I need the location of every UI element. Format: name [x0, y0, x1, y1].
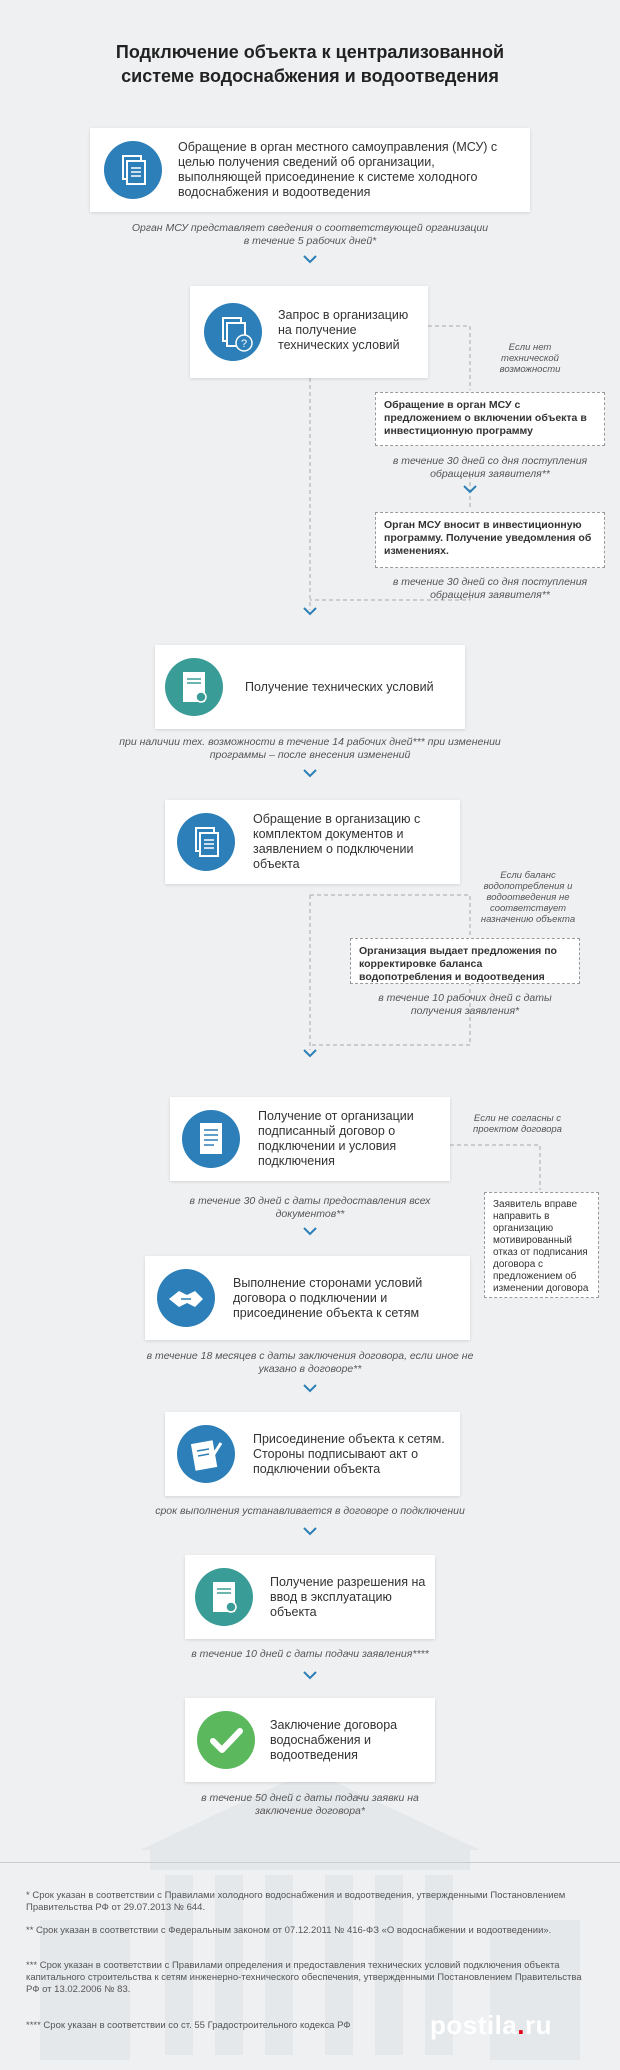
- step-9-card: [185, 1698, 435, 1782]
- step-8-text: Получение разрешения на ввод в эксплуатацию объекта: [270, 1575, 426, 1619]
- chevron-down-icon: [302, 1524, 318, 1540]
- handshake-icon: [157, 1269, 215, 1327]
- step-4-text: Обращение в организацию с комплектом документов и заявлением о подключении объекта: [253, 812, 421, 871]
- step-1-text: Обращение в орган местного самоуправления (МСУ) с целью получения сведений об организации, выполняющей присоединение к системе холодного водоснабжения и водоотведения: [178, 140, 498, 199]
- step-8-note: в течение 10 дней с даты подачи заявления****: [191, 1648, 429, 1660]
- step-5-note: в течение 30 дней с даты предоставления всех документов**: [189, 1195, 431, 1220]
- step-3-text: Получение технических условий: [245, 680, 434, 694]
- step-4-card: [165, 800, 460, 884]
- signing-icon: [177, 1425, 235, 1483]
- chevron-down-icon: [302, 1224, 318, 1240]
- branch-2-box: Организация выдает предложения по корректировке баланса водопотребления и водоотведения: [350, 938, 580, 984]
- chevron-down-icon: [302, 1381, 318, 1397]
- branch-2-note: в течение 10 рабочих дней с даты получения заявления*: [378, 992, 552, 1017]
- chevron-down-icon: [462, 482, 478, 498]
- step-7-text: Присоединение объекта к сетям. Стороны подписывают акт о подключении объекта: [253, 1432, 445, 1476]
- step-3-note: при наличии тех. возможности в течение 14 рабочих дней*** при изменении программы – после внесения изменений: [119, 736, 501, 761]
- watermark: postila.ru: [430, 2010, 553, 2040]
- footnote-2: ** Срок указан в соответствии с Федеральным законом от 07.12.2011 № 416-ФЗ «О водоснабжении и водоотведении».: [26, 1925, 552, 1936]
- documents-icon: [177, 813, 235, 871]
- branch-1-note-2: в течение 30 дней со дня поступления обращения заявителя**: [392, 576, 588, 601]
- branch-1-box-1: Обращение в орган МСУ с предложением о включении объекта в инвестиционную программу: [375, 392, 605, 446]
- checkmark-icon: [197, 1711, 255, 1769]
- step-5-text: Получение от организации подписанный договор о подключении и условия подключения: [258, 1109, 414, 1168]
- certificate-icon: [195, 1568, 253, 1626]
- branch-3-condition: Если не согласны с проектом договора: [473, 1113, 562, 1135]
- step-2-card: [190, 286, 428, 378]
- chevron-down-icon: [302, 604, 318, 620]
- footnote-1: * Срок указан в соответствии с Правилами холодного водоснабжения и водоотведения, утвержденными Постановлением Правительства РФ от 29.07.2013 № 644.: [26, 1890, 566, 1913]
- chevron-down-icon: [302, 766, 318, 782]
- step-6-text: Выполнение сторонами условий договора о подключении и присоединение объекта к сетям: [233, 1276, 423, 1320]
- contract-icon: [182, 1110, 240, 1168]
- branch-2-condition: Если баланс водопотребления и водоотведения не соответствует назначению объекта: [480, 870, 576, 925]
- step-1-note: Орган МСУ представляет сведения о соответствующей организации в течение 5 рабочих дней*: [131, 222, 489, 247]
- branch-1-condition: Если нет технической возможности: [499, 342, 561, 375]
- branch-1-note-1: в течение 30 дней со дня поступления обращения заявителя**: [392, 455, 588, 480]
- chevron-down-icon: [302, 252, 318, 268]
- step-1-card: [90, 128, 530, 212]
- step-8-card: [185, 1555, 435, 1639]
- chevron-down-icon: [302, 1668, 318, 1684]
- footnote-4: **** Срок указан в соответствии со ст. 55 Градостроительного кодекса РФ: [26, 2020, 351, 2031]
- branch-1-box-2: Орган МСУ вносит в инвестиционную программу. Получение уведомления об изменениях.: [375, 512, 605, 568]
- svg-text:?: ?: [240, 338, 248, 350]
- footnote-3: *** Срок указан в соответствии с Правилами определения и предоставления технических условий подключения объекта капитального строительства к сетям инженерно-технического обеспечения, утвержденными Постановлением Правительства РФ от 13.02.2006 № 83.: [26, 1960, 582, 1995]
- document-question-icon: [204, 303, 262, 361]
- certificate-icon: [165, 658, 223, 716]
- chevron-down-icon: [302, 1046, 318, 1062]
- step-2-text: Запрос в организацию на получение технических условий: [278, 308, 409, 352]
- divider: [0, 1862, 620, 1863]
- step-6-note: в течение 18 месяцев с даты заключения договора, если иное не указано в договоре**: [146, 1350, 474, 1375]
- step-7-note: срок выполнения устанавливается в договоре о подключении: [155, 1505, 465, 1517]
- step-9-note: в течение 50 дней с даты подачи заявки на заключение договора*: [201, 1792, 419, 1817]
- step-3-card: [155, 645, 465, 729]
- step-7-card: [165, 1412, 460, 1496]
- branch-3-box: Заявитель вправе направить в организацию мотивированный отказ от подписания договора с предложением об изменении договора: [484, 1192, 599, 1298]
- step-6-card: [145, 1256, 470, 1340]
- page-title: Подключение объекта к централизованной системе водоснабжения и водоотведения: [115, 42, 505, 86]
- documents-icon: [104, 141, 162, 199]
- step-9-text: Заключение договора водоснабжения и водоотведения: [270, 1718, 398, 1762]
- step-5-card: [170, 1097, 450, 1181]
